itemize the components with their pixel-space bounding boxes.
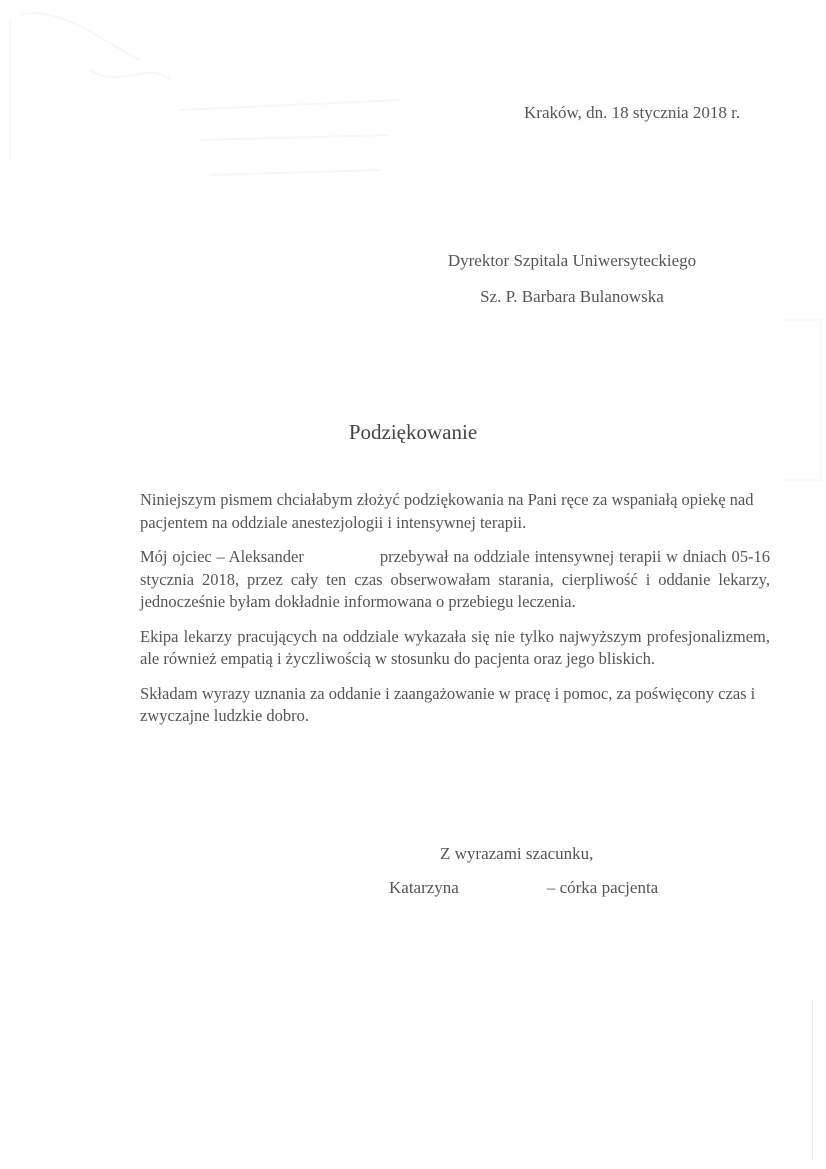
closing-phrase: Z wyrazami szacunku, [440,844,594,863]
signer-first-name: Katarzyna [389,878,459,897]
scan-edge-line [812,1000,813,1160]
paragraph-2 [140,546,770,614]
recipient-line-2: Sz. P. Barbara Bulanowska [480,287,664,306]
letter-body [140,489,770,740]
paragraph-3: Ekipa lekarzy pracujących na oddziale wykazała się nie tylko najwyższym profesjonalizmem, ale również empatią i życzliwością w stosunku do pacjenta oraz jego bliskich. [140,626,770,668]
paragraph-1: Niniejszym pismem chciałabym złożyć podziękowania na Pani ręce za wspaniałą opiekę nad pacjentem na oddziale anestezjologii i intensywnej terapii. [140,490,754,532]
paragraph-4: Składam wyrazy uznania za oddanie i zaangażowanie w pracę i pomoc, za poświęcony czas i zwyczajne ludzkie dobro. [140,683,756,725]
paragraph-2-start: Mój ojciec – Aleksander [140,547,304,566]
paragraph-2-end: przebywał na oddziale intensywnej terapii w dniach 05-16 stycznia 2018, przez cały ten czas obserwowałam starania, cierpliwość i oddanie lekarzy, jednocześnie byłam dokładnie informowana o przebiegu leczenia. [140,547,770,611]
signer-relation: – córka pacjenta [546,878,659,897]
recipient-block [400,243,744,315]
faint-stamp-mark [0,0,440,230]
faint-scan-mark [776,300,826,500]
place-date: Kraków, dn. 18 stycznia 2018 r. [524,103,741,122]
recipient-line-1: Dyrektor Szpitala Uniwersyteckiego [447,251,697,270]
letter-title: Podziękowanie [348,420,478,444]
signature-line [389,878,658,898]
